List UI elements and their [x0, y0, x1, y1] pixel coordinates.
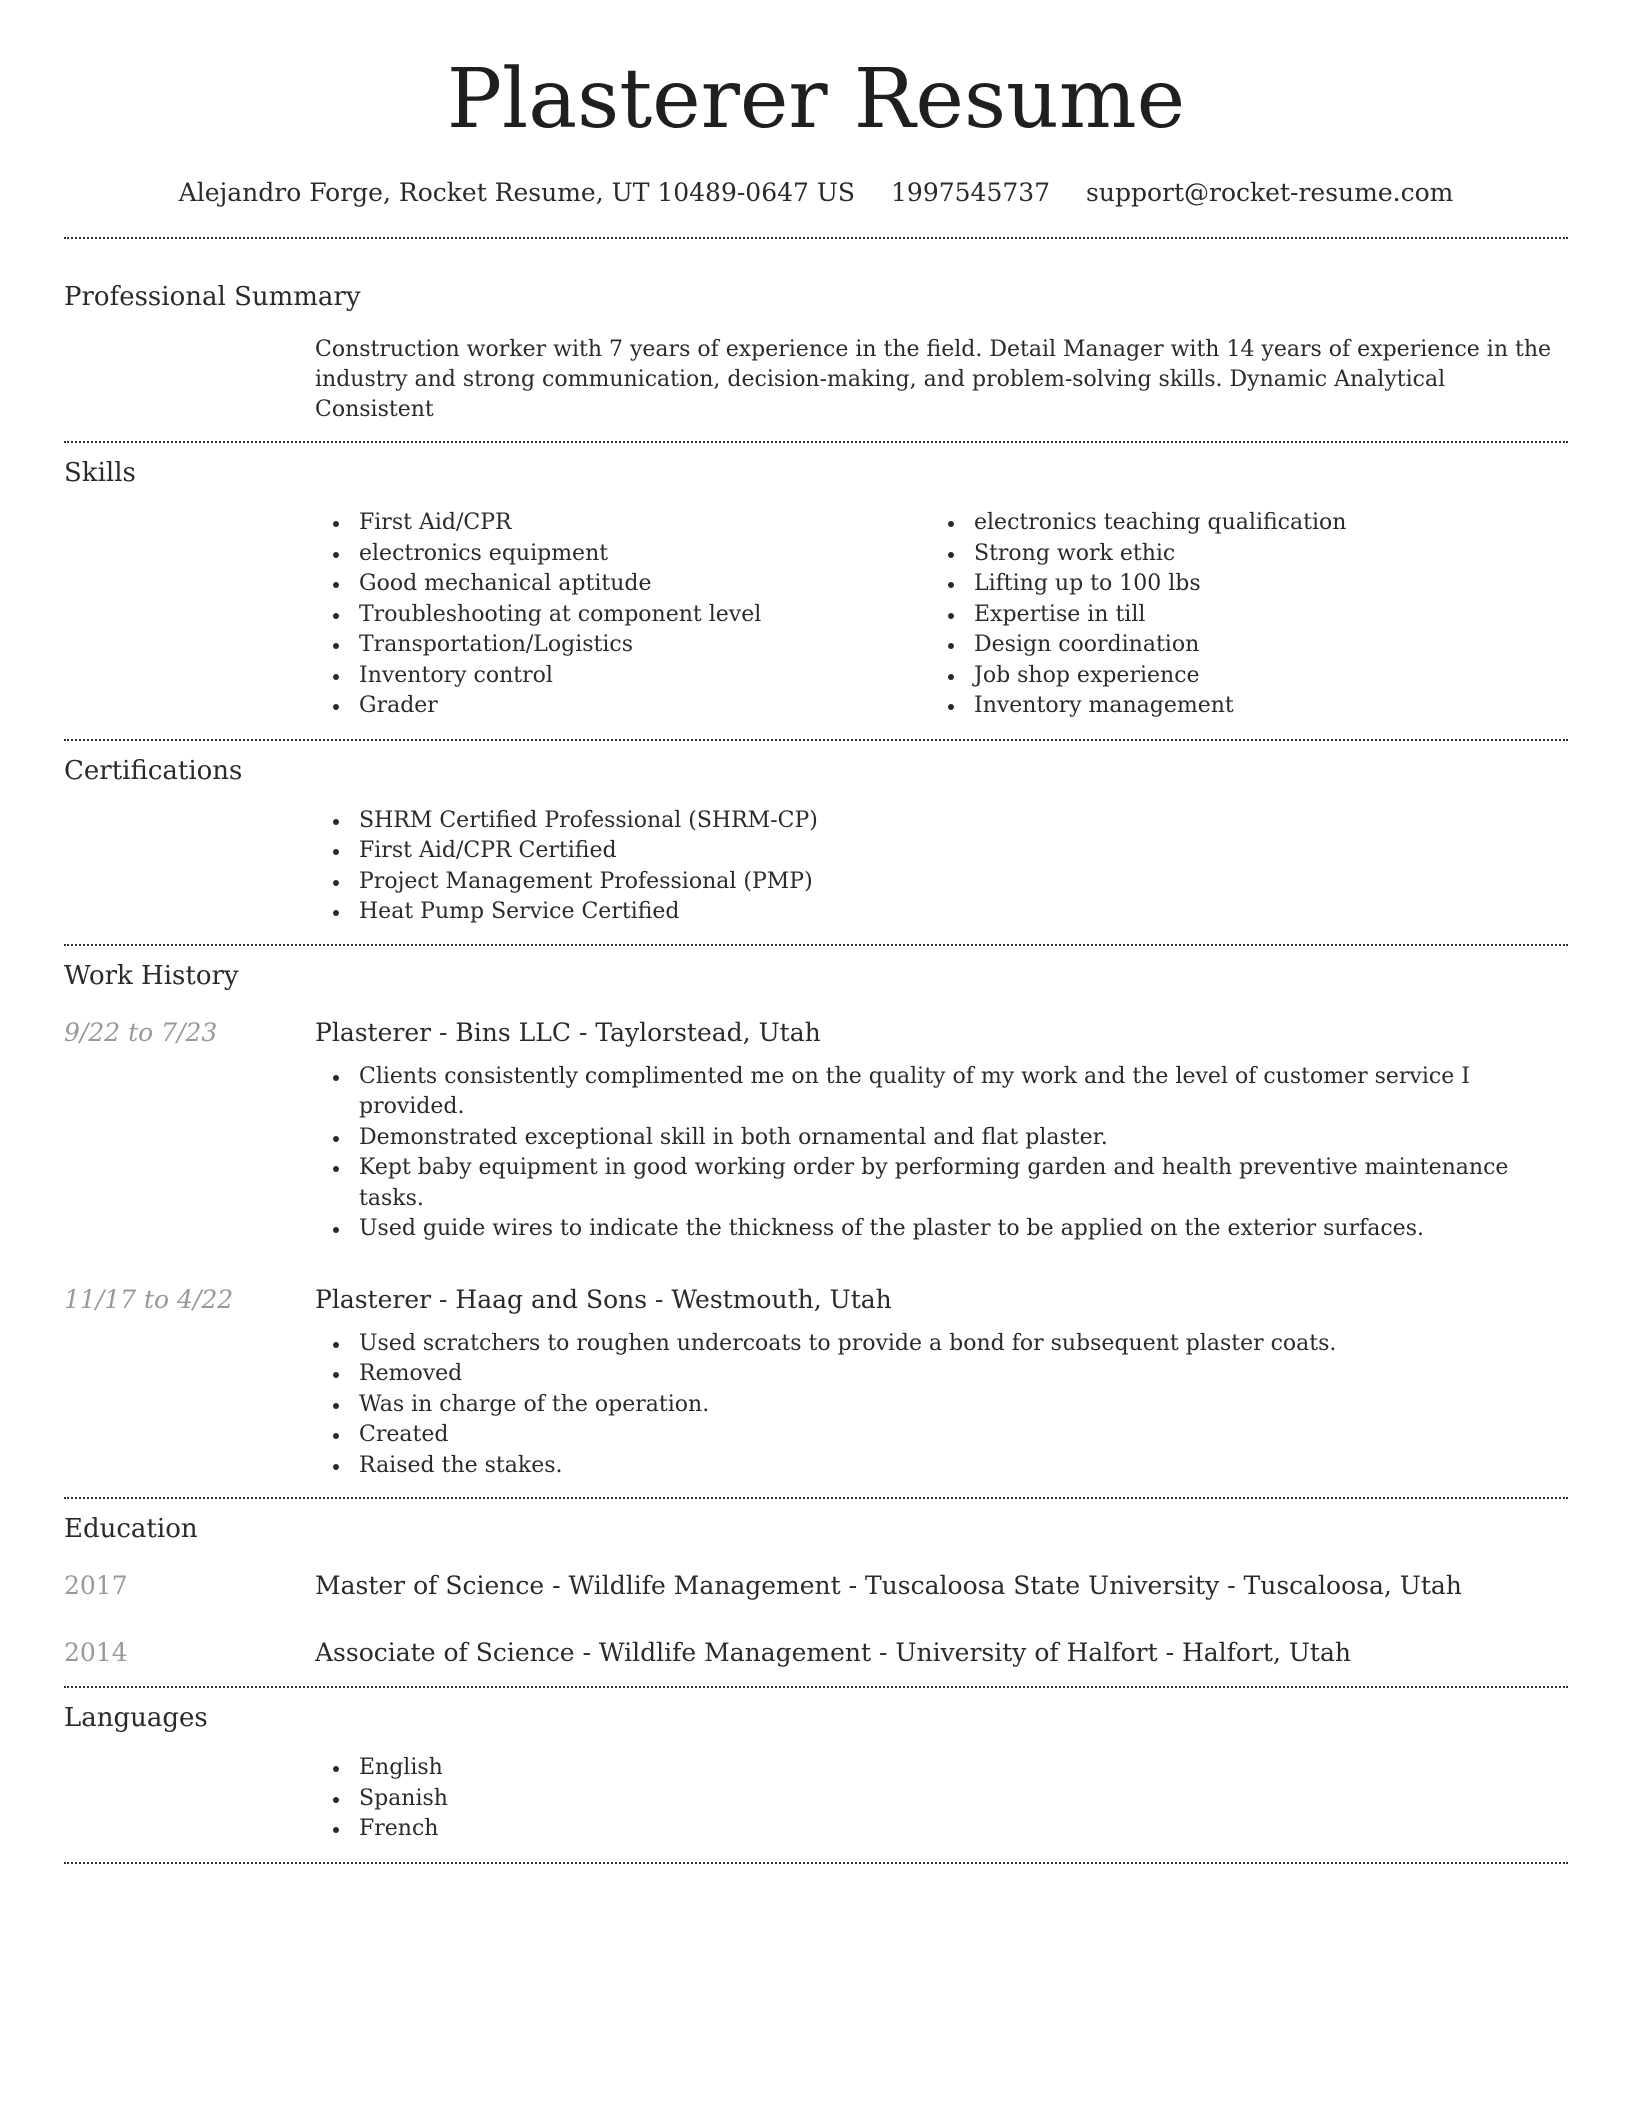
- summary-text: Construction worker with 7 years of experience in the field. Detail Manager with 14 years of experience in the industry and strong communication, decision-making, and problem-solving skills. Dynamic Analytical Consistent: [315, 337, 1552, 422]
- contact-phone: 1997545737: [891, 178, 1051, 207]
- list-item: Design coordination: [930, 630, 1545, 661]
- list-item: Job shop experience: [930, 661, 1545, 692]
- list-item: French: [315, 1814, 1568, 1845]
- job-dates: 11/17 to 4/22: [64, 1284, 234, 1314]
- list-item: Grader: [315, 691, 930, 722]
- list-item: Transportation/Logistics: [315, 630, 930, 661]
- list-item: English: [315, 1753, 1568, 1784]
- education-year: 2014: [64, 1638, 128, 1667]
- list-item: Troubleshooting at component level: [315, 600, 930, 631]
- list-item: Was in charge of the operation.: [315, 1390, 1568, 1421]
- list-item: Heat Pump Service Certified: [315, 897, 1568, 928]
- education-heading-text: Master of Science - Wildlife Management - Tuscaloosa State University - Tuscaloosa, Utah: [315, 1571, 1462, 1600]
- list-item: Used scratchers to roughen undercoats to provide a bond for subsequent plaster coats.: [315, 1329, 1568, 1360]
- list-item: Good mechanical aptitude: [315, 569, 930, 600]
- list-item: Strong work ethic: [930, 539, 1545, 570]
- contact-line: [64, 176, 1568, 210]
- education-year: 2017: [64, 1571, 128, 1600]
- skills-heading: Skills: [64, 458, 136, 488]
- certifications-heading: Certifications: [64, 755, 243, 786]
- list-item: Used guide wires to indicate the thickness of the plaster to be applied on the exterior surfaces.: [315, 1214, 1568, 1245]
- list-item: Lifting up to 100 lbs: [930, 569, 1545, 600]
- list-item: Expertise in till: [930, 600, 1545, 631]
- list-item: Project Management Professional (PMP): [315, 867, 1568, 898]
- skills-section: [64, 443, 1568, 722]
- job-bullets: [315, 1062, 1568, 1245]
- contact-address: Alejandro Forge, Rocket Resume, UT 10489-0647 US: [178, 178, 856, 207]
- education-entry: [64, 1636, 1568, 1670]
- job-bullets: [315, 1329, 1568, 1482]
- resume-page: [64, 0, 1568, 1864]
- list-item: Raised the stakes.: [315, 1451, 1568, 1482]
- list-item: Spanish: [315, 1784, 1568, 1815]
- list-item: Clients consistently complimented me on the quality of my work and the level of customer service I provided.: [315, 1062, 1568, 1123]
- list-item: Inventory management: [930, 691, 1545, 722]
- work-section: [64, 946, 1568, 1482]
- list-item: SHRM Certified Professional (SHRM-CP): [315, 806, 1568, 837]
- work-heading: Work History: [64, 960, 239, 991]
- skills-grid: [315, 508, 1568, 722]
- summary-heading: Professional Summary: [64, 282, 361, 312]
- list-item: First Aid/CPR Certified: [315, 836, 1568, 867]
- education-heading: Education: [64, 1514, 198, 1544]
- education-entry: [64, 1569, 1568, 1603]
- job-entry: [64, 1016, 1568, 1050]
- list-item: Kept baby equipment in good working order by performing garden and health preventive maintenance tasks.: [315, 1153, 1568, 1214]
- list-item: Demonstrated exceptional skill in both ornamental and flat plaster.: [315, 1123, 1568, 1154]
- summary-section: [64, 239, 1568, 425]
- resume-title: Plasterer Resume: [446, 52, 1186, 147]
- languages-list: [315, 1753, 1568, 1845]
- job-heading: Plasterer - Bins LLC - Taylorstead, Utah: [315, 1017, 821, 1047]
- certifications-list: [315, 806, 1568, 928]
- job-heading: Plasterer - Haag and Sons - Westmouth, Utah: [315, 1284, 892, 1314]
- skills-list-left: [315, 508, 930, 722]
- contact-email: support@rocket-resume.com: [1086, 178, 1454, 207]
- education-section: [64, 1499, 1568, 1670]
- list-item: electronics teaching qualification: [930, 508, 1545, 539]
- job-dates: 9/22 to 7/23: [64, 1017, 218, 1047]
- languages-section: [64, 1688, 1568, 1845]
- list-item: electronics equipment: [315, 539, 930, 570]
- languages-heading: Languages: [64, 1703, 208, 1733]
- skills-list-right: [930, 508, 1545, 722]
- job-entry: [64, 1283, 1568, 1317]
- list-item: First Aid/CPR: [315, 508, 930, 539]
- list-item: Created: [315, 1420, 1568, 1451]
- education-heading-text: Associate of Science - Wildlife Management - University of Halfort - Halfort, Utah: [315, 1638, 1351, 1667]
- list-item: Removed: [315, 1359, 1568, 1390]
- list-item: Inventory control: [315, 661, 930, 692]
- certifications-section: [64, 741, 1568, 928]
- divider: [64, 1862, 1568, 1864]
